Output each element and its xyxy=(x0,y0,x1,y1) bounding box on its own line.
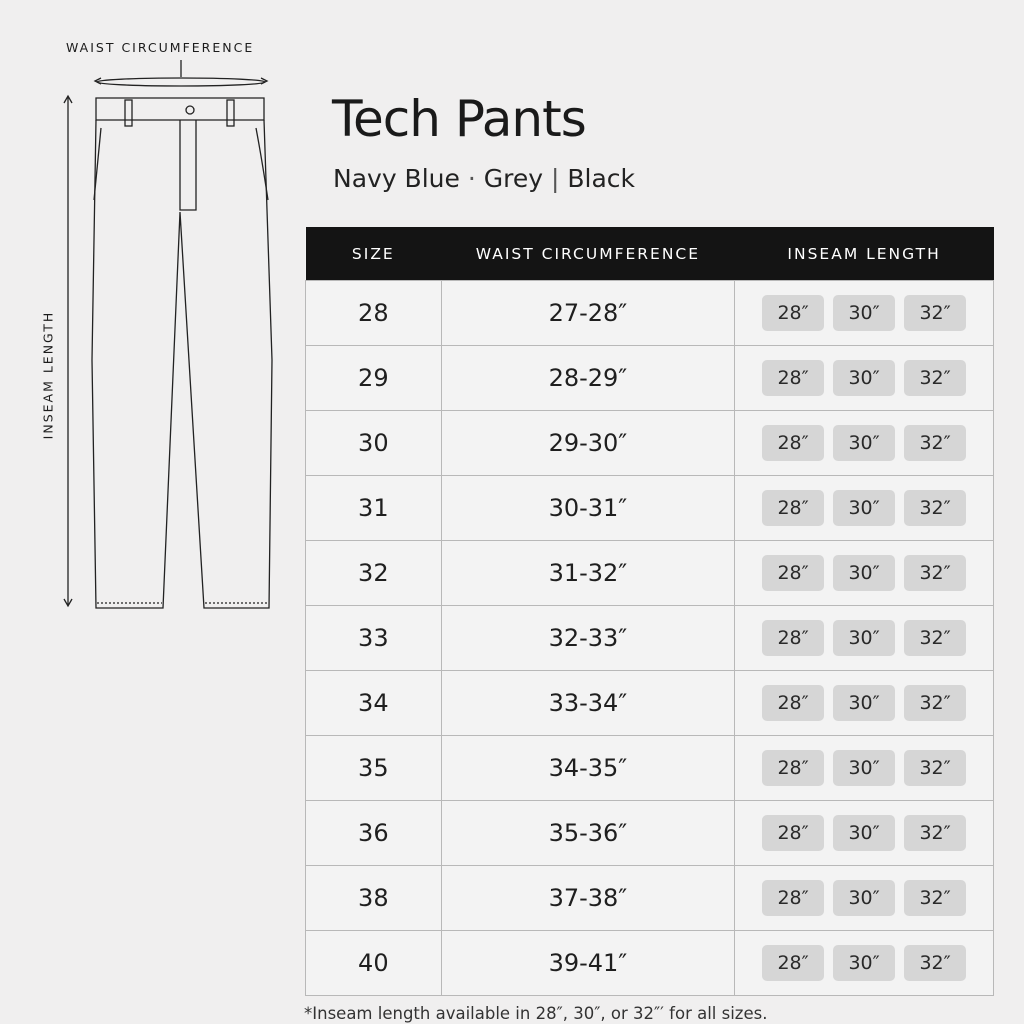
inseam-chip: 28″ xyxy=(762,880,824,916)
inseam-cell xyxy=(735,931,994,996)
inseam-cell xyxy=(735,866,994,931)
waist-cell: 29-30″ xyxy=(441,411,735,476)
inseam-chip: 28″ xyxy=(762,425,824,461)
inseam-chip: 30″ xyxy=(833,685,895,721)
inseam-chip: 32″ xyxy=(904,360,966,396)
table-header-row xyxy=(306,227,994,281)
table-row xyxy=(306,736,994,801)
inseam-chip: 30″ xyxy=(833,295,895,331)
color-grey: Grey xyxy=(483,164,544,193)
table-row xyxy=(306,931,994,996)
inseam-chips xyxy=(735,425,993,461)
inseam-chips xyxy=(735,945,993,981)
inseam-chip: 28″ xyxy=(762,555,824,591)
inseam-chip: 32″ xyxy=(904,685,966,721)
inseam-chip: 28″ xyxy=(762,360,824,396)
inseam-chip: 30″ xyxy=(833,880,895,916)
inseam-chip: 28″ xyxy=(762,490,824,526)
inseam-chip: 32″ xyxy=(904,620,966,656)
inseam-cell xyxy=(735,346,994,411)
inseam-chip: 28″ xyxy=(762,815,824,851)
waist-cell: 30-31″ xyxy=(441,476,735,541)
table-row xyxy=(306,866,994,931)
inseam-chip: 30″ xyxy=(833,425,895,461)
color-navy-blue: Navy Blue xyxy=(333,164,460,193)
size-cell: 36 xyxy=(306,801,442,866)
inseam-chip: 30″ xyxy=(833,750,895,786)
inseam-chip: 30″ xyxy=(833,945,895,981)
separator-dot: · xyxy=(467,164,476,193)
inseam-chip: 32″ xyxy=(904,490,966,526)
inseam-chips xyxy=(735,815,993,851)
inseam-chip: 28″ xyxy=(762,945,824,981)
pants-outline-icon xyxy=(0,0,300,640)
inseam-chip: 30″ xyxy=(833,360,895,396)
inseam-chips xyxy=(735,360,993,396)
inseam-chips xyxy=(735,490,993,526)
size-cell: 38 xyxy=(306,866,442,931)
separator-bar: | xyxy=(550,164,560,193)
waist-cell: 33-34″ xyxy=(441,671,735,736)
table-row xyxy=(306,476,994,541)
inseam-chips xyxy=(735,685,993,721)
inseam-chip: 32″ xyxy=(904,295,966,331)
inseam-chips xyxy=(735,880,993,916)
inseam-chip: 30″ xyxy=(833,815,895,851)
inseam-chips xyxy=(735,750,993,786)
waist-cell: 39-41″ xyxy=(441,931,735,996)
size-cell: 29 xyxy=(306,346,442,411)
inseam-cell xyxy=(735,541,994,606)
header-waist: WAIST CIRCUMFERENCE xyxy=(441,227,735,281)
inseam-cell xyxy=(735,606,994,671)
waist-cell: 27-28″ xyxy=(441,281,735,346)
inseam-chips xyxy=(735,555,993,591)
table-row xyxy=(306,346,994,411)
color-options xyxy=(333,164,635,193)
waist-cell: 35-36″ xyxy=(441,801,735,866)
inseam-chip: 30″ xyxy=(833,620,895,656)
pants-diagram xyxy=(0,0,300,640)
footnote: *Inseam length available in 28″, 30″, or 32″′ for all sizes. xyxy=(304,1004,768,1023)
inseam-cell xyxy=(735,411,994,476)
inseam-cell xyxy=(735,476,994,541)
size-cell: 31 xyxy=(306,476,442,541)
inseam-cell xyxy=(735,736,994,801)
size-cell: 35 xyxy=(306,736,442,801)
inseam-cell xyxy=(735,671,994,736)
size-cell: 40 xyxy=(306,931,442,996)
waist-circumference-label: WAIST CIRCUMFERENCE xyxy=(66,40,255,55)
table-row xyxy=(306,671,994,736)
inseam-chip: 32″ xyxy=(904,555,966,591)
header-inseam: INSEAM LENGTH xyxy=(735,227,994,281)
table-row xyxy=(306,281,994,346)
inseam-chip: 32″ xyxy=(904,425,966,461)
inseam-chip: 32″ xyxy=(904,815,966,851)
product-title: Tech Pants xyxy=(332,90,586,148)
size-cell: 28 xyxy=(306,281,442,346)
waist-cell: 32-33″ xyxy=(441,606,735,671)
inseam-chips xyxy=(735,620,993,656)
inseam-chip: 30″ xyxy=(833,490,895,526)
waist-cell: 37-38″ xyxy=(441,866,735,931)
inseam-chip: 32″ xyxy=(904,945,966,981)
inseam-chip: 30″ xyxy=(833,555,895,591)
header-size: SIZE xyxy=(306,227,442,281)
table-row xyxy=(306,411,994,476)
inseam-chips xyxy=(735,295,993,331)
table-row xyxy=(306,606,994,671)
inseam-chip: 32″ xyxy=(904,880,966,916)
inseam-chip: 28″ xyxy=(762,620,824,656)
inseam-cell xyxy=(735,281,994,346)
size-cell: 34 xyxy=(306,671,442,736)
size-cell: 30 xyxy=(306,411,442,476)
inseam-chip: 28″ xyxy=(762,295,824,331)
size-cell: 32 xyxy=(306,541,442,606)
table-row xyxy=(306,801,994,866)
size-chart-table xyxy=(305,227,994,996)
color-black: Black xyxy=(567,164,636,193)
inseam-chip: 28″ xyxy=(762,685,824,721)
inseam-length-label: INSEAM LENGTH xyxy=(40,310,56,440)
waist-cell: 34-35″ xyxy=(441,736,735,801)
inseam-chip: 32″ xyxy=(904,750,966,786)
table-row xyxy=(306,541,994,606)
waist-cell: 31-32″ xyxy=(441,541,735,606)
inseam-cell xyxy=(735,801,994,866)
inseam-chip: 28″ xyxy=(762,750,824,786)
size-cell: 33 xyxy=(306,606,442,671)
waist-cell: 28-29″ xyxy=(441,346,735,411)
